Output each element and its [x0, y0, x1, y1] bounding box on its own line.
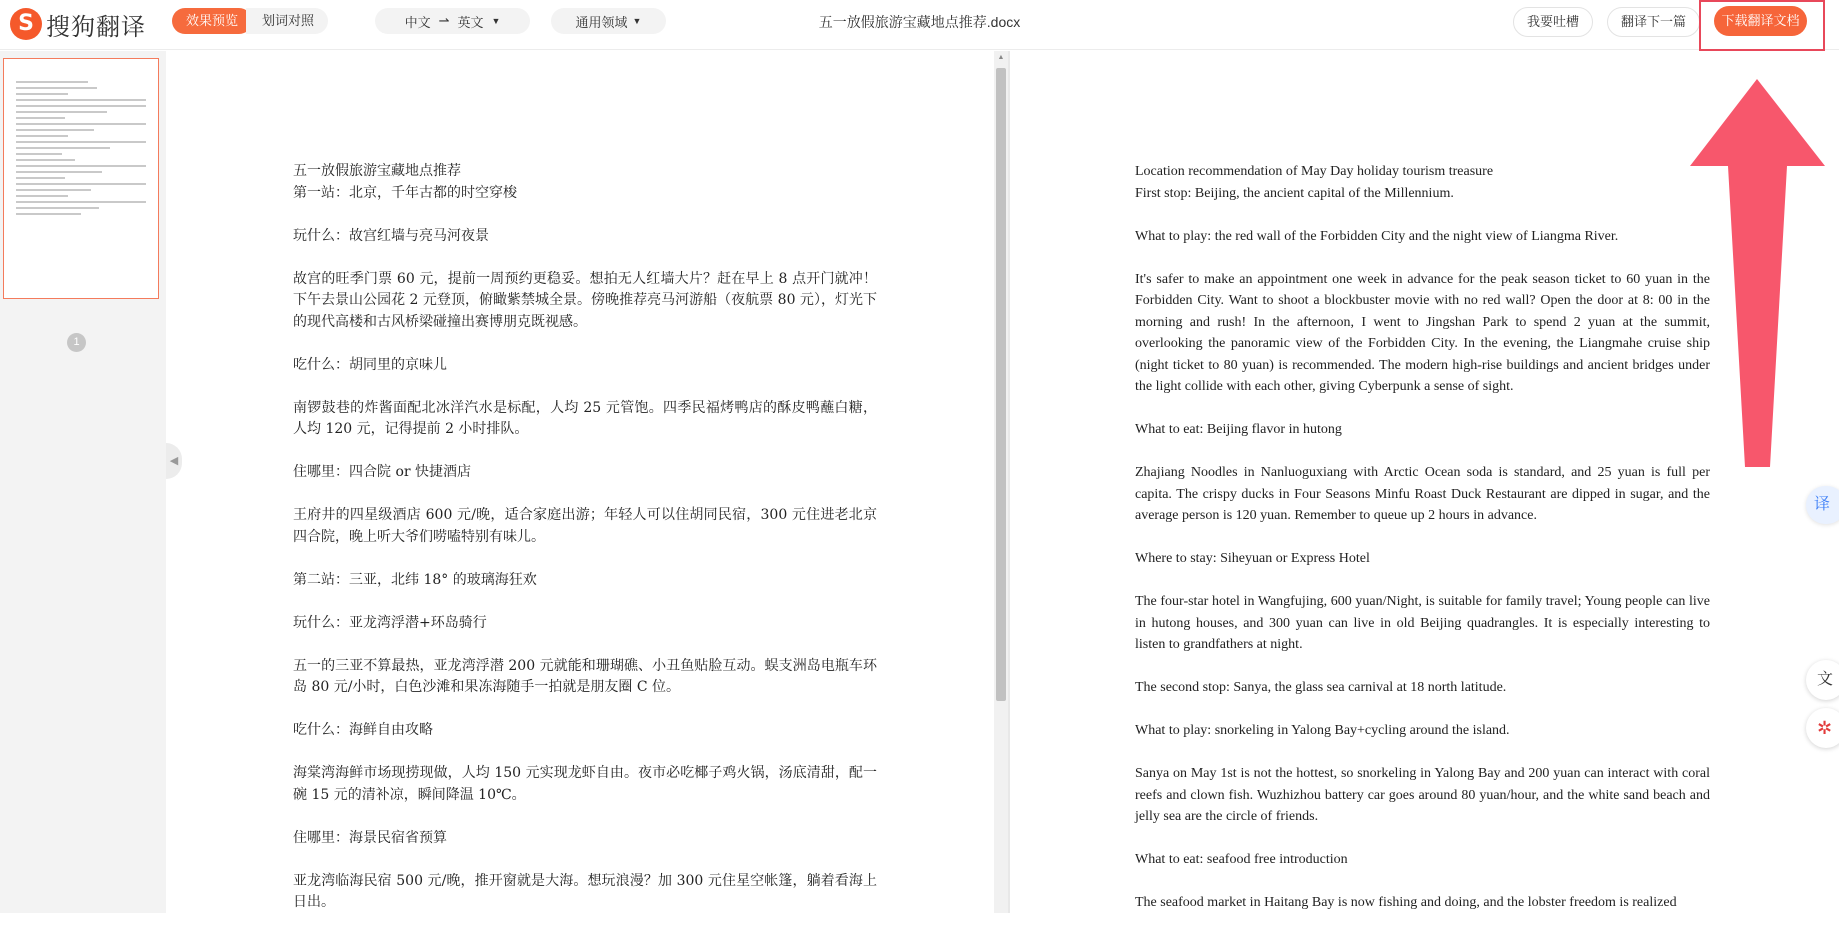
doc-paragraph: 故宫的旺季门票 60 元，提前一周预约更稳妥。想拍无人红墙大片？赶在早上 8 点开门就冲！下午去景山公园花 2 元登顶，俯瞰紫禁城全景。傍晚推荐亮马河游船（夜航票 80 元），灯光下的现代高楼和古风桥梁碰撞出赛博朋克既视感。 [293, 270, 877, 330]
doc-heading: 住哪里：四合院 or 快捷酒店 [293, 464, 472, 480]
thumbnail-preview [16, 81, 146, 219]
collapse-sidebar-icon[interactable]: ◀ [166, 443, 182, 479]
doc-heading: Where to stay: Siheyuan or Express Hotel [1135, 551, 1370, 566]
language-switch-icon[interactable]: 文 [1806, 660, 1839, 700]
doc-heading: 第一站：北京，千年古都的时空穿梭 [293, 184, 517, 201]
doc-paragraph: 海棠湾海鲜市场现捞现做，人均 150 元实现龙虾自由。夜市必吃椰子鸡火锅，汤底清甜，配一碗 15 元的清补凉，瞬间降温 10℃。 [293, 765, 877, 803]
doc-heading: 吃什么：胡同里的京味儿 [293, 356, 447, 373]
doc-paragraph: Zhajiang Noodles in Nanluoguxiang with Arctic Ocean soda is standard, and 25 yuan is full per capita. The crispy ducks in Four Seasons Minfu Roast Duck Restaurant are dipped in sugar, and the average person is 120 yuan. Remember to queue up 2 hours in advance. [1135, 465, 1710, 523]
scrollbar-thumb[interactable] [996, 68, 1006, 701]
document-filename: 五一放假旅游宝藏地点推荐.docx [818, 14, 1021, 30]
target-language: 英文 [457, 14, 484, 30]
doc-heading: What to eat: Beijing flavor in hutong [1135, 422, 1342, 437]
swap-arrow-icon: ⇀ [438, 13, 450, 28]
translate-next-button[interactable]: 翻译下一篇 [1607, 7, 1700, 37]
annotation-arrow-icon [1690, 79, 1825, 467]
mind-map-icon[interactable]: ✲ [1806, 708, 1839, 748]
top-bar [0, 0, 1839, 50]
doc-paragraph: 王府井的四星级酒店 600 元/晚，适合家庭出游；年轻人可以住胡同民宿，300 元住进老北京四合院，晚上听大爷们唠嗑特别有味儿。 [293, 507, 877, 545]
download-highlight-box [1699, 0, 1825, 51]
page-thumbnail[interactable] [3, 58, 159, 348]
doc-heading: 住哪里：海景民宿省预算 [293, 829, 447, 846]
sogou-translate-logo[interactable] [10, 6, 146, 42]
sogou-logo-icon: S [10, 8, 42, 40]
floating-translate-button[interactable]: 译 [1806, 486, 1839, 524]
download-translation-button[interactable]: 下载翻译文档 [1714, 6, 1807, 36]
doc-paragraph: Sanya on May 1st is not the hottest, so snorkeling in Yalong Bay and 200 yuan can interact with coral reefs and clown fish. Wuzhizhou battery car goes around 80 yuan/hour, and the white sand beach and jelly sea are the circle of friends. [1135, 766, 1710, 824]
doc-paragraph: The seafood market in Haitang Bay is now fishing and doing, and the lobster freedom is realized [1135, 895, 1677, 910]
doc-paragraph: 亚龙湾临海民宿 500 元/晚，推开窗就是大海。想玩浪漫？加 300 元住星空帐篷，躺着看海上日出。 [293, 872, 877, 910]
domain-selector[interactable] [551, 8, 666, 34]
doc-heading: 玩什么：亚龙湾浮潜+环岛骑行 [293, 614, 487, 631]
doc-paragraph: 南锣鼓巷的炸酱面配北冰洋汽水是标配，人均 25 元管饱。四季民福烤鸭店的酥皮鸭蘸白糖，人均 120 元，记得提前 2 小时排队。 [293, 399, 877, 437]
doc-heading: 第二站：三亚，北纬 18° 的玻璃海狂欢 [293, 571, 537, 588]
tab-compare[interactable]: 划词对照 [246, 8, 328, 34]
view-mode-tabs [172, 8, 328, 34]
doc-paragraph: The four-star hotel in Wangfujing, 600 yuan/Night, is suitable for family travel; Young people can live in hutong houses, and 300 yuan can live in old Beijing quadrangles. It is especially interesting to listen to grandfathers at night. [1135, 594, 1710, 652]
tab-preview[interactable]: 效果预览 [172, 8, 252, 34]
domain-label: 通用领域 [575, 14, 628, 30]
language-selector[interactable] [375, 8, 530, 34]
doc-paragraph: It's safer to make an appointment one week in advance for the peak season ticket to 60 yuan in the Forbidden City. Want to shoot a blockbuster movie with no red wall? Open the door at 8: 00 in the morning and rush! In the afternoon, I went to Jingshan Park to spend 2 yuan at the summit, overlooking the panoramic view of the Forbidden City. In the evening, the Liangmahe cruise ship (night ticket to 80 yuan) is recommended. The modern high-rise buildings and ancient bridges under the light collide with each other, giving Cyberpunk a sense of sight. [1135, 271, 1710, 394]
chevron-down-icon: ▼ [632, 16, 642, 26]
doc-heading: First stop: Beijing, the ancient capital of the Millennium. [1135, 185, 1454, 201]
source-language: 中文 [404, 14, 431, 30]
chevron-down-icon: ▼ [491, 16, 501, 26]
doc-heading: The second stop: Sanya, the glass sea carnival at 18 north latitude. [1135, 680, 1507, 695]
translated-document-text [1135, 161, 1710, 935]
doc-heading: What to play: snorkeling in Yalong Bay+cycling around the island. [1135, 723, 1510, 738]
doc-heading: What to play: the red wall of the Forbidden City and the night view of Liangma River. [1135, 228, 1619, 244]
doc-heading: What to eat: seafood free introduction [1135, 852, 1348, 867]
source-document-text [293, 161, 877, 935]
doc-heading: 玩什么：故宫红墙与亮马河夜景 [293, 227, 489, 244]
doc-paragraph: 五一的三亚不算最热，亚龙湾浮潜 200 元就能和珊瑚礁、小丑鱼贴脸互动。蜈支洲岛电瓶车环岛 80 元/小时，白色沙滩和果冻海随手一拍就是朋友圈 C 位。 [293, 657, 877, 695]
logo-text: 搜狗翻译 [46, 12, 146, 41]
scroll-up-icon[interactable]: ▲ [997, 54, 1005, 61]
doc-title: 五一放假旅游宝藏地点推荐 [293, 163, 461, 179]
doc-title: Location recommendation of May Day holiday tourism treasure [1135, 164, 1494, 179]
feedback-button[interactable]: 我要吐槽 [1513, 7, 1593, 37]
doc-heading: 吃什么：海鲜自由攻略 [293, 722, 433, 738]
page-number-badge: 1 [67, 333, 86, 352]
